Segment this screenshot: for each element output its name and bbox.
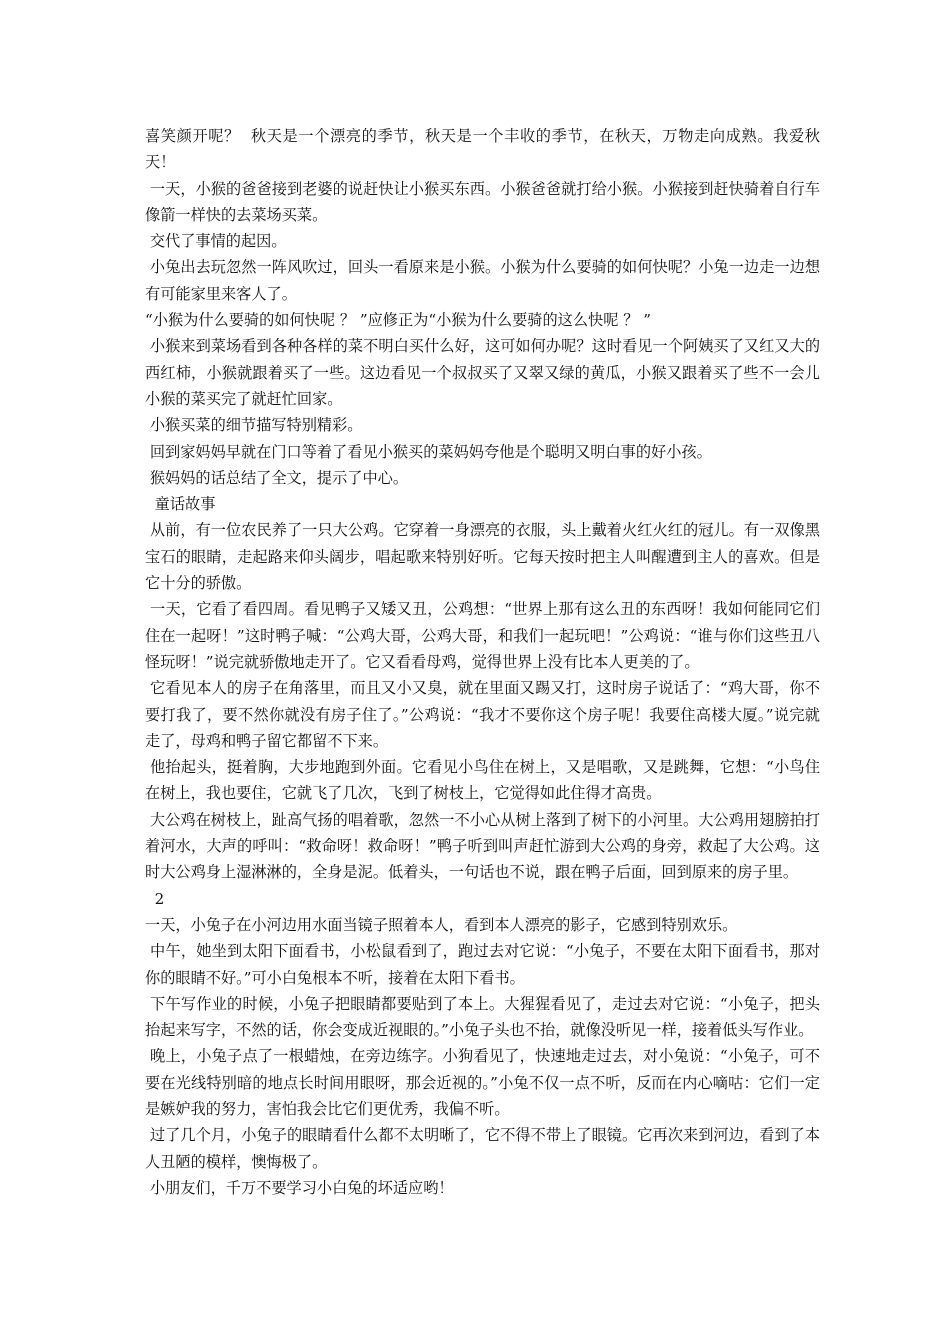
comment-correction: “小猴为什么要骑的如何快呢 ？ ”应修正为“小猴为什么要骑的这么快呢 ？ ” — [145, 311, 651, 330]
paragraph-bunny-afternoon: 下午写作业的时候，小兔子把眼睛都要贴到了本上。大猩猩看见了，走过去对它说：“小兔子，把头抬起来写字，不然的话，你会变成近视眼的。”小兔子头也不抬，就像没听见一样，接着低头写作业。 — [145, 994, 821, 1040]
paragraph-bunny-evening: 晚上，小兔子点了一根蜡烛，在旁边练字。小狗看见了，快速地走过去，对小兔说：“小兔子，可不要在光线特别暗的地点长时间用眼呀，那会近视的。”小兔不仅一点不听，反而在内心嘀咕：它们一定是嫉妒我的努力，害怕我会比它们更优秀，我偏不听。 — [145, 1047, 821, 1118]
paragraph-moral: 小朋友们，千万不要学习小白兔的坏适应哟！ — [145, 1178, 454, 1197]
comment-cause: 交代了事情的起因。 — [145, 232, 287, 251]
paragraph-monkey-intro: 一天，小猴的爸爸接到老婆的说赶快让小猴买东西。小猴爸爸就打给小猴。小猴接到赶快骑着自行车像箭一样快的去菜场买菜。 — [145, 179, 821, 224]
paragraph-market: 小猴来到菜场看到各种各样的菜不明白买什么好，这可如何办呢？这时看见一个阿姨买了又红又大的西红柿，小猴就跟着买了一些。这边看见一个叔叔买了又翠又绿的黄瓜，小猴又跟着买了些不一会儿小猴的菜买完了就赶忙回家。 — [145, 337, 821, 408]
paragraph-rooster-tree: 他抬起头，挺着胸，大步地跑到外面。它看见小鸟住在树上，又是唱歌，又是跳舞，它想：“小鸟住在树上，我也要住，它就飞了几次，飞到了树枝上，它觉得如此住得才高贵。 — [145, 758, 821, 803]
paragraph-rooster-river: 大公鸡在树枝上，趾高气扬的唱着歌，忽然一不小心从树上落到了树下的小河里。大公鸡用翅膀拍打着河水，大声的呼叫：“救命呀！救命呀！”鸭子听到叫声赶忙游到大公鸡的身旁，救起了大公鸡。这时大公鸡身上湿淋淋的，全身是泥。低着头，一句话也不说，跟在鸭子后面，回到原来的房子里。 — [145, 810, 821, 882]
paragraph-autumn-ending: 喜笑颜开呢？ 秋天是一个漂亮的季节，秋天是一个丰收的季节，在秋天，万物走向成熟。我爱秋天！ — [145, 127, 820, 172]
paragraph-rabbit-wonders: 小兔出去玩忽然一阵风吹过，回头一看原来是小猴。小猴为什么要骑的如何快呢？小兔一边走一边想有可能家里来客人了。 — [145, 258, 821, 303]
paragraph-rooster-intro: 从前，有一位农民养了一只大公鸡。它穿着一身漂亮的衣服，头上戴着火红火红的冠儿。有一双像黑宝石的眼睛，走起路来仰头阔步，唱起歌来特别好听。它每天按时把主人叫醒遭到主人的喜欢。但是它十分的骄傲。 — [145, 521, 821, 593]
section-heading-fairy-tale: 童话故事 — [145, 495, 216, 514]
comment-detail: 小猴买菜的细节描写特别精彩。 — [145, 416, 363, 435]
document-page — [145, 123, 820, 1201]
comment-summary: 猴妈妈的话总结了全文，提示了中心。 — [145, 468, 409, 487]
paragraph-bunny-mirror: 一天，小兔子在小河边用水面当镜子照着本人，看到本人漂亮的影子，它感到特别欢乐。 — [145, 915, 738, 934]
paragraph-bunny-noon: 中午，她坐到太阳下面看书，小松鼠看到了，跑过去对它说：“小兔子，不要在太阳下面看书，那对你的眼睛不好。”可小白兔根本不听，接着在太阳下看书。 — [145, 942, 821, 987]
section-number: 2 — [145, 889, 165, 908]
paragraph-bunny-glasses: 过了几个月，小兔子的眼睛看什么都不太明晰了，它不得不带上了眼镜。它再次来到河边，看到了本人丑陋的模样，懊悔极了。 — [145, 1126, 821, 1171]
paragraph-rooster-ducks: 一天，它看了看四周。看见鸭子又矮又丑，公鸡想：“世界上那有这么丑的东西呀！我如何能同它们住在一起呀！”这时鸭子喊：“公鸡大哥，公鸡大哥，和我们一起玩吧！”公鸡说：“谁与你们这些丑八怪玩呀！”说完就骄傲地走开了。它又看看母鸡，觉得世界上没有比本人更美的了。 — [145, 600, 821, 671]
paragraph-rooster-house: 它看见本人的房子在角落里，而且又小又臭，就在里面又踢又打，这时房子说话了：“鸡大哥，你不要打我了，要不然你就没有房子住了。”公鸡说：“我才不要你这个房子呢！我要住高楼大厦。”说完就走了，母鸡和鸭子留它都留不下来。 — [145, 679, 821, 750]
paragraph-home: 回到家妈妈早就在门口等着了看见小猴买的菜妈妈夸他是个聪明又明白事的好小孩。 — [145, 442, 712, 461]
